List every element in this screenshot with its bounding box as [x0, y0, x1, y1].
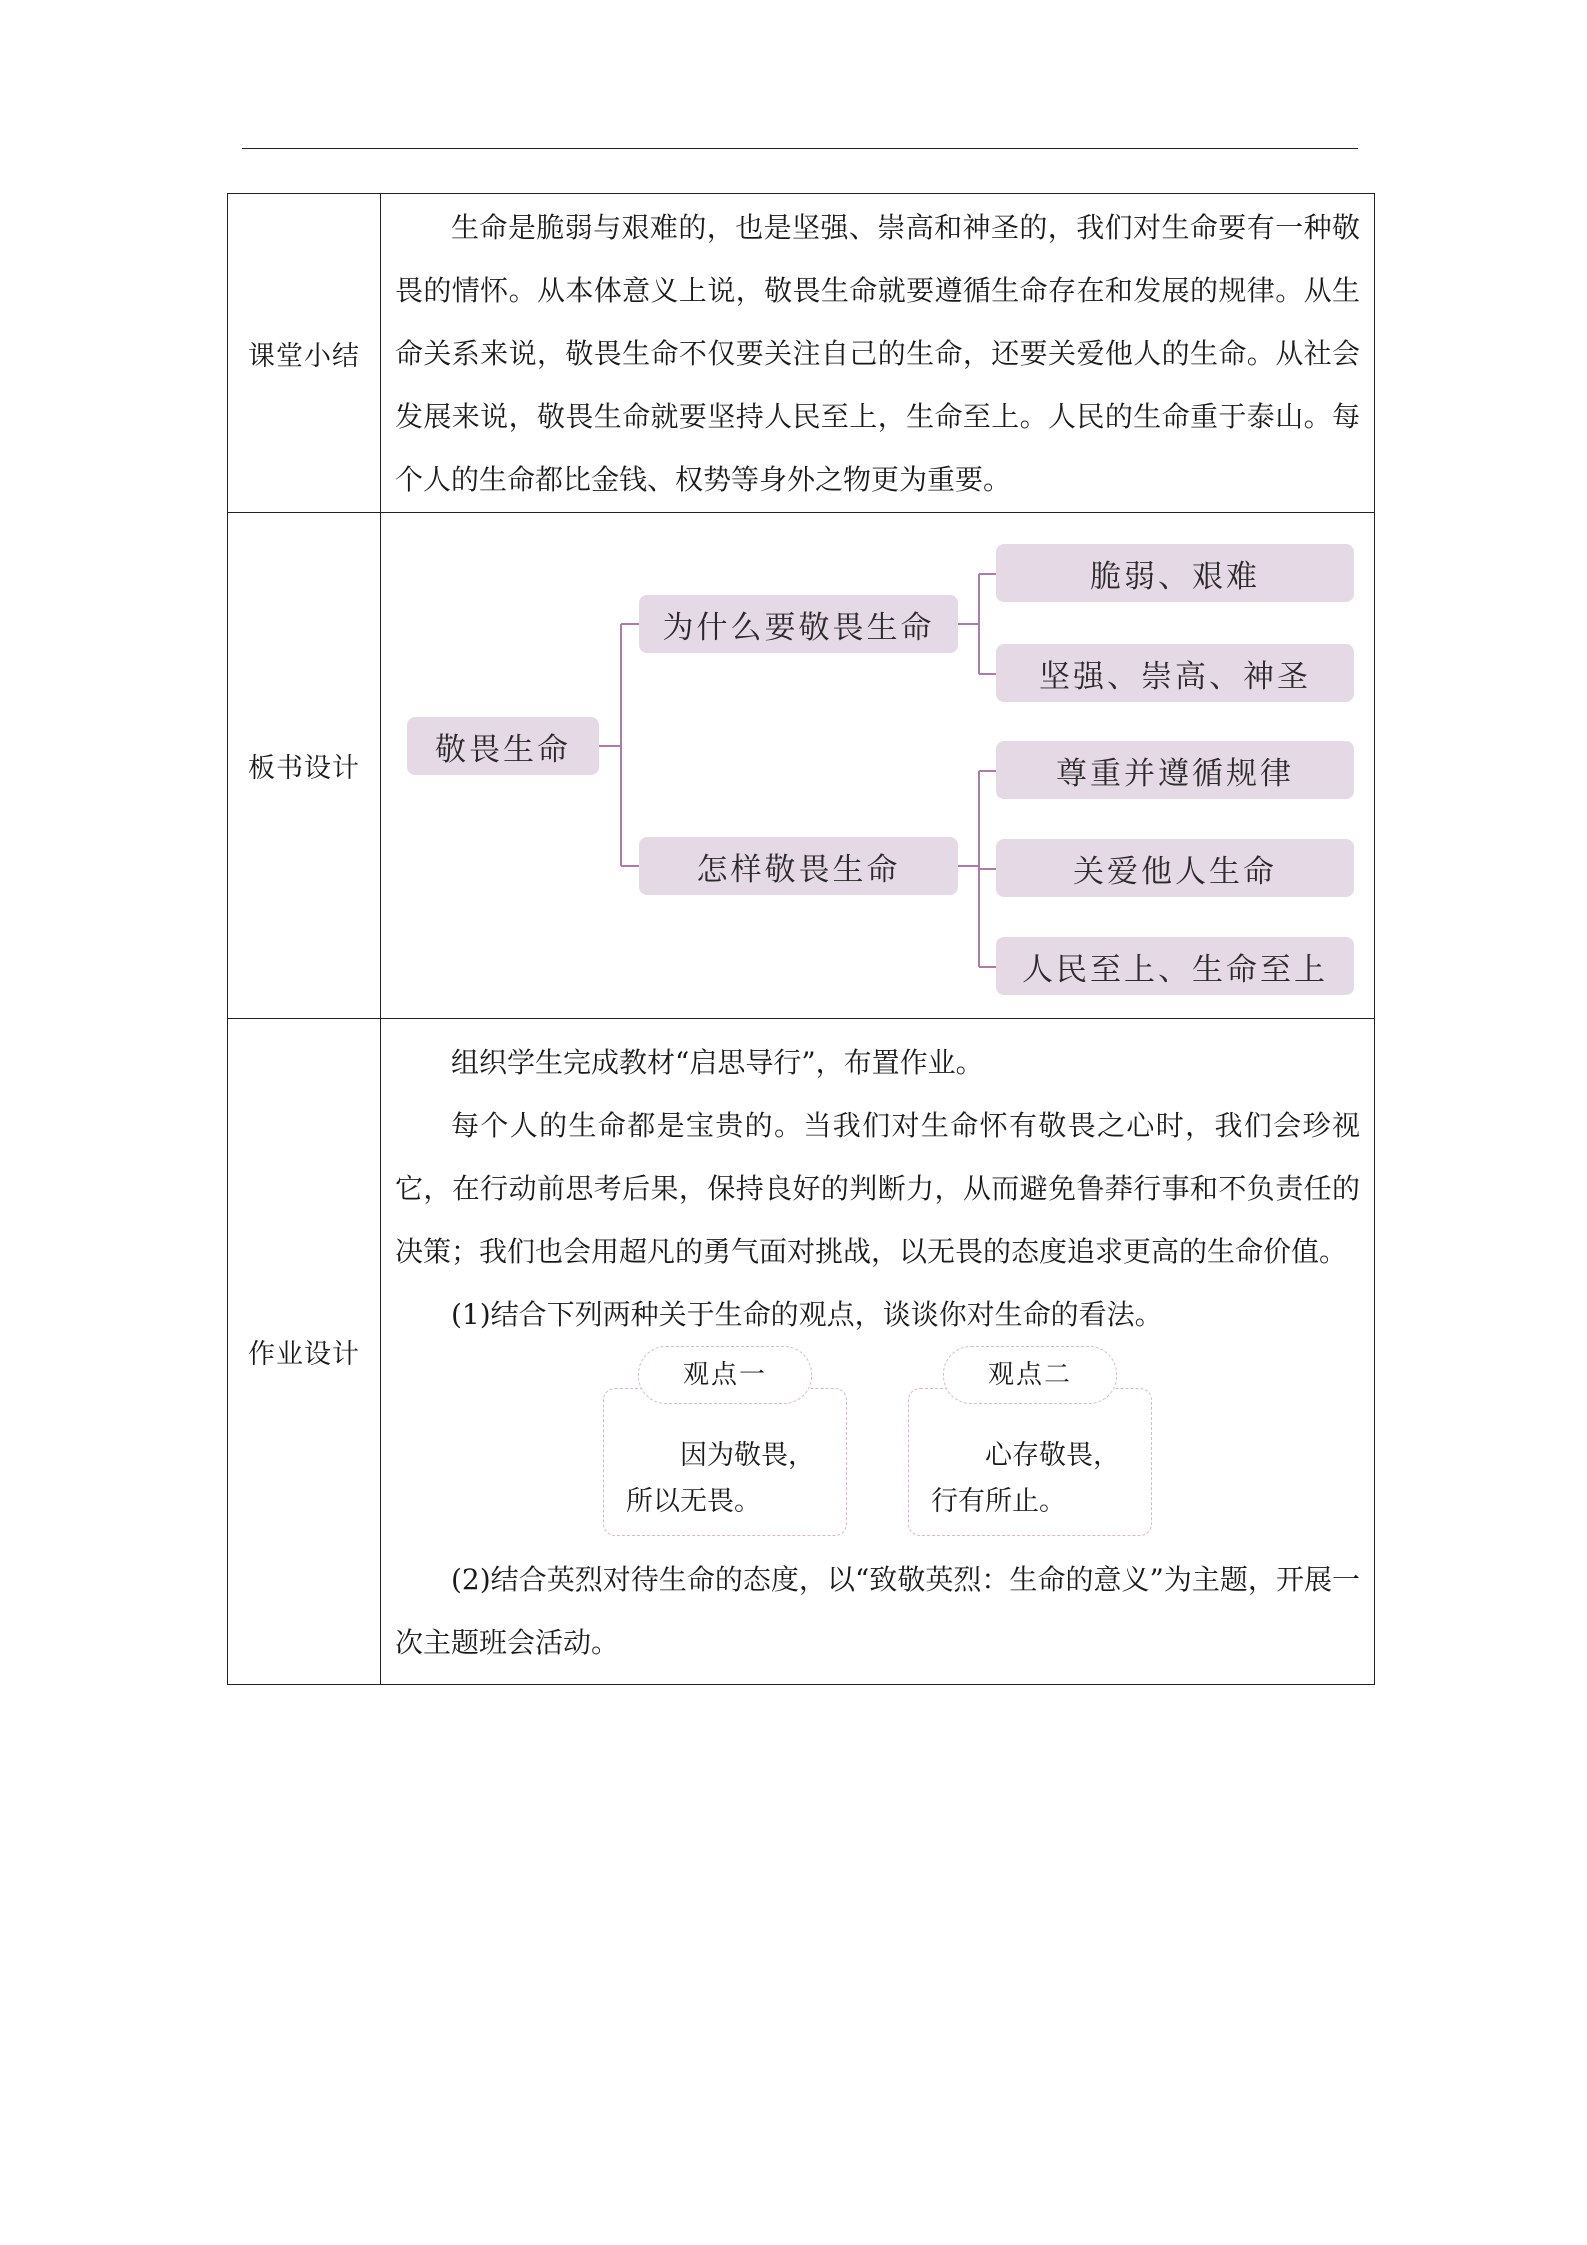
summary-label: 课堂小结: [228, 194, 381, 513]
view-card-2: [908, 1388, 1152, 1536]
view-2-line-1: 心存敬畏，: [985, 1440, 1120, 1471]
summary-cell: [381, 194, 1375, 513]
view-1-body: [626, 1433, 831, 1525]
board-leaf-1-2: 坚强、崇高、神圣: [996, 644, 1354, 702]
view-2-body: [931, 1433, 1136, 1525]
view-1-tag: 观点一: [638, 1346, 812, 1404]
view-card-1: [603, 1388, 847, 1536]
board-row: [228, 513, 1375, 1019]
board-label: 板书设计: [228, 513, 381, 1019]
view-1-line-2: 所以无畏。: [626, 1486, 761, 1517]
homework-cell: [381, 1019, 1375, 1685]
board-leaf-2-2: 关爱他人生命: [996, 839, 1354, 897]
header-rule: [242, 148, 1358, 149]
homework-p1: 组织学生完成教材“启思导行”，布置作业。: [451, 1046, 984, 1079]
board-branch-2: 怎样敬畏生命: [639, 837, 958, 895]
board-leaf-1-1: 脆弱、艰难: [996, 544, 1354, 602]
homework-row: [228, 1019, 1375, 1685]
summary-text: 生命是脆弱与艰难的，也是坚强、崇高和神圣的，我们对生命要有一种敬畏的情怀。从本体意义上说，敬畏生命就要遵循生命存在和发展的规律。从生命关系来说，敬畏生命不仅要关注自己的生命，还要关爱他人的生命。从社会发展来说，敬畏生命就要坚持人民至上，生命至上。人民的生命重于泰山。每个人的生命都比金钱、权势等身外之物更为重要。: [395, 210, 1360, 496]
board-leaf-2-3: 人民至上、生命至上: [996, 937, 1354, 995]
homework-p2: 每个人的生命都是宝贵的。当我们对生命怀有敬畏之心时，我们会珍视它，在行动前思考后果，保持良好的判断力，从而避免鲁莽行事和不负责任的决策；我们也会用超凡的勇气面对挑战，以无畏的态度追求更高的生命价值。: [395, 1109, 1360, 1268]
views-area: [395, 1346, 1360, 1526]
homework-label: 作业设计: [228, 1019, 381, 1685]
board-diagram: [381, 514, 1374, 1017]
board-root: 敬畏生命: [407, 717, 599, 775]
board-branch-1: 为什么要敬畏生命: [639, 595, 958, 653]
lesson-plan-table: [227, 193, 1375, 1685]
summary-row: [228, 194, 1375, 513]
view-1-line-1: 因为敬畏，: [680, 1440, 815, 1471]
homework-q2: (2)结合英烈对待生命的态度，以“致敬英烈：生命的意义”为主题，开展一次主题班会活动。: [395, 1563, 1360, 1659]
view-2-line-2: 行有所止。: [931, 1486, 1066, 1517]
view-2-tag: 观点二: [943, 1346, 1117, 1404]
board-leaf-2-1: 尊重并遵循规律: [996, 741, 1354, 799]
homework-q1: (1)结合下列两种关于生命的观点，谈谈你对生命的看法。: [451, 1298, 1163, 1331]
board-cell: [381, 513, 1375, 1019]
